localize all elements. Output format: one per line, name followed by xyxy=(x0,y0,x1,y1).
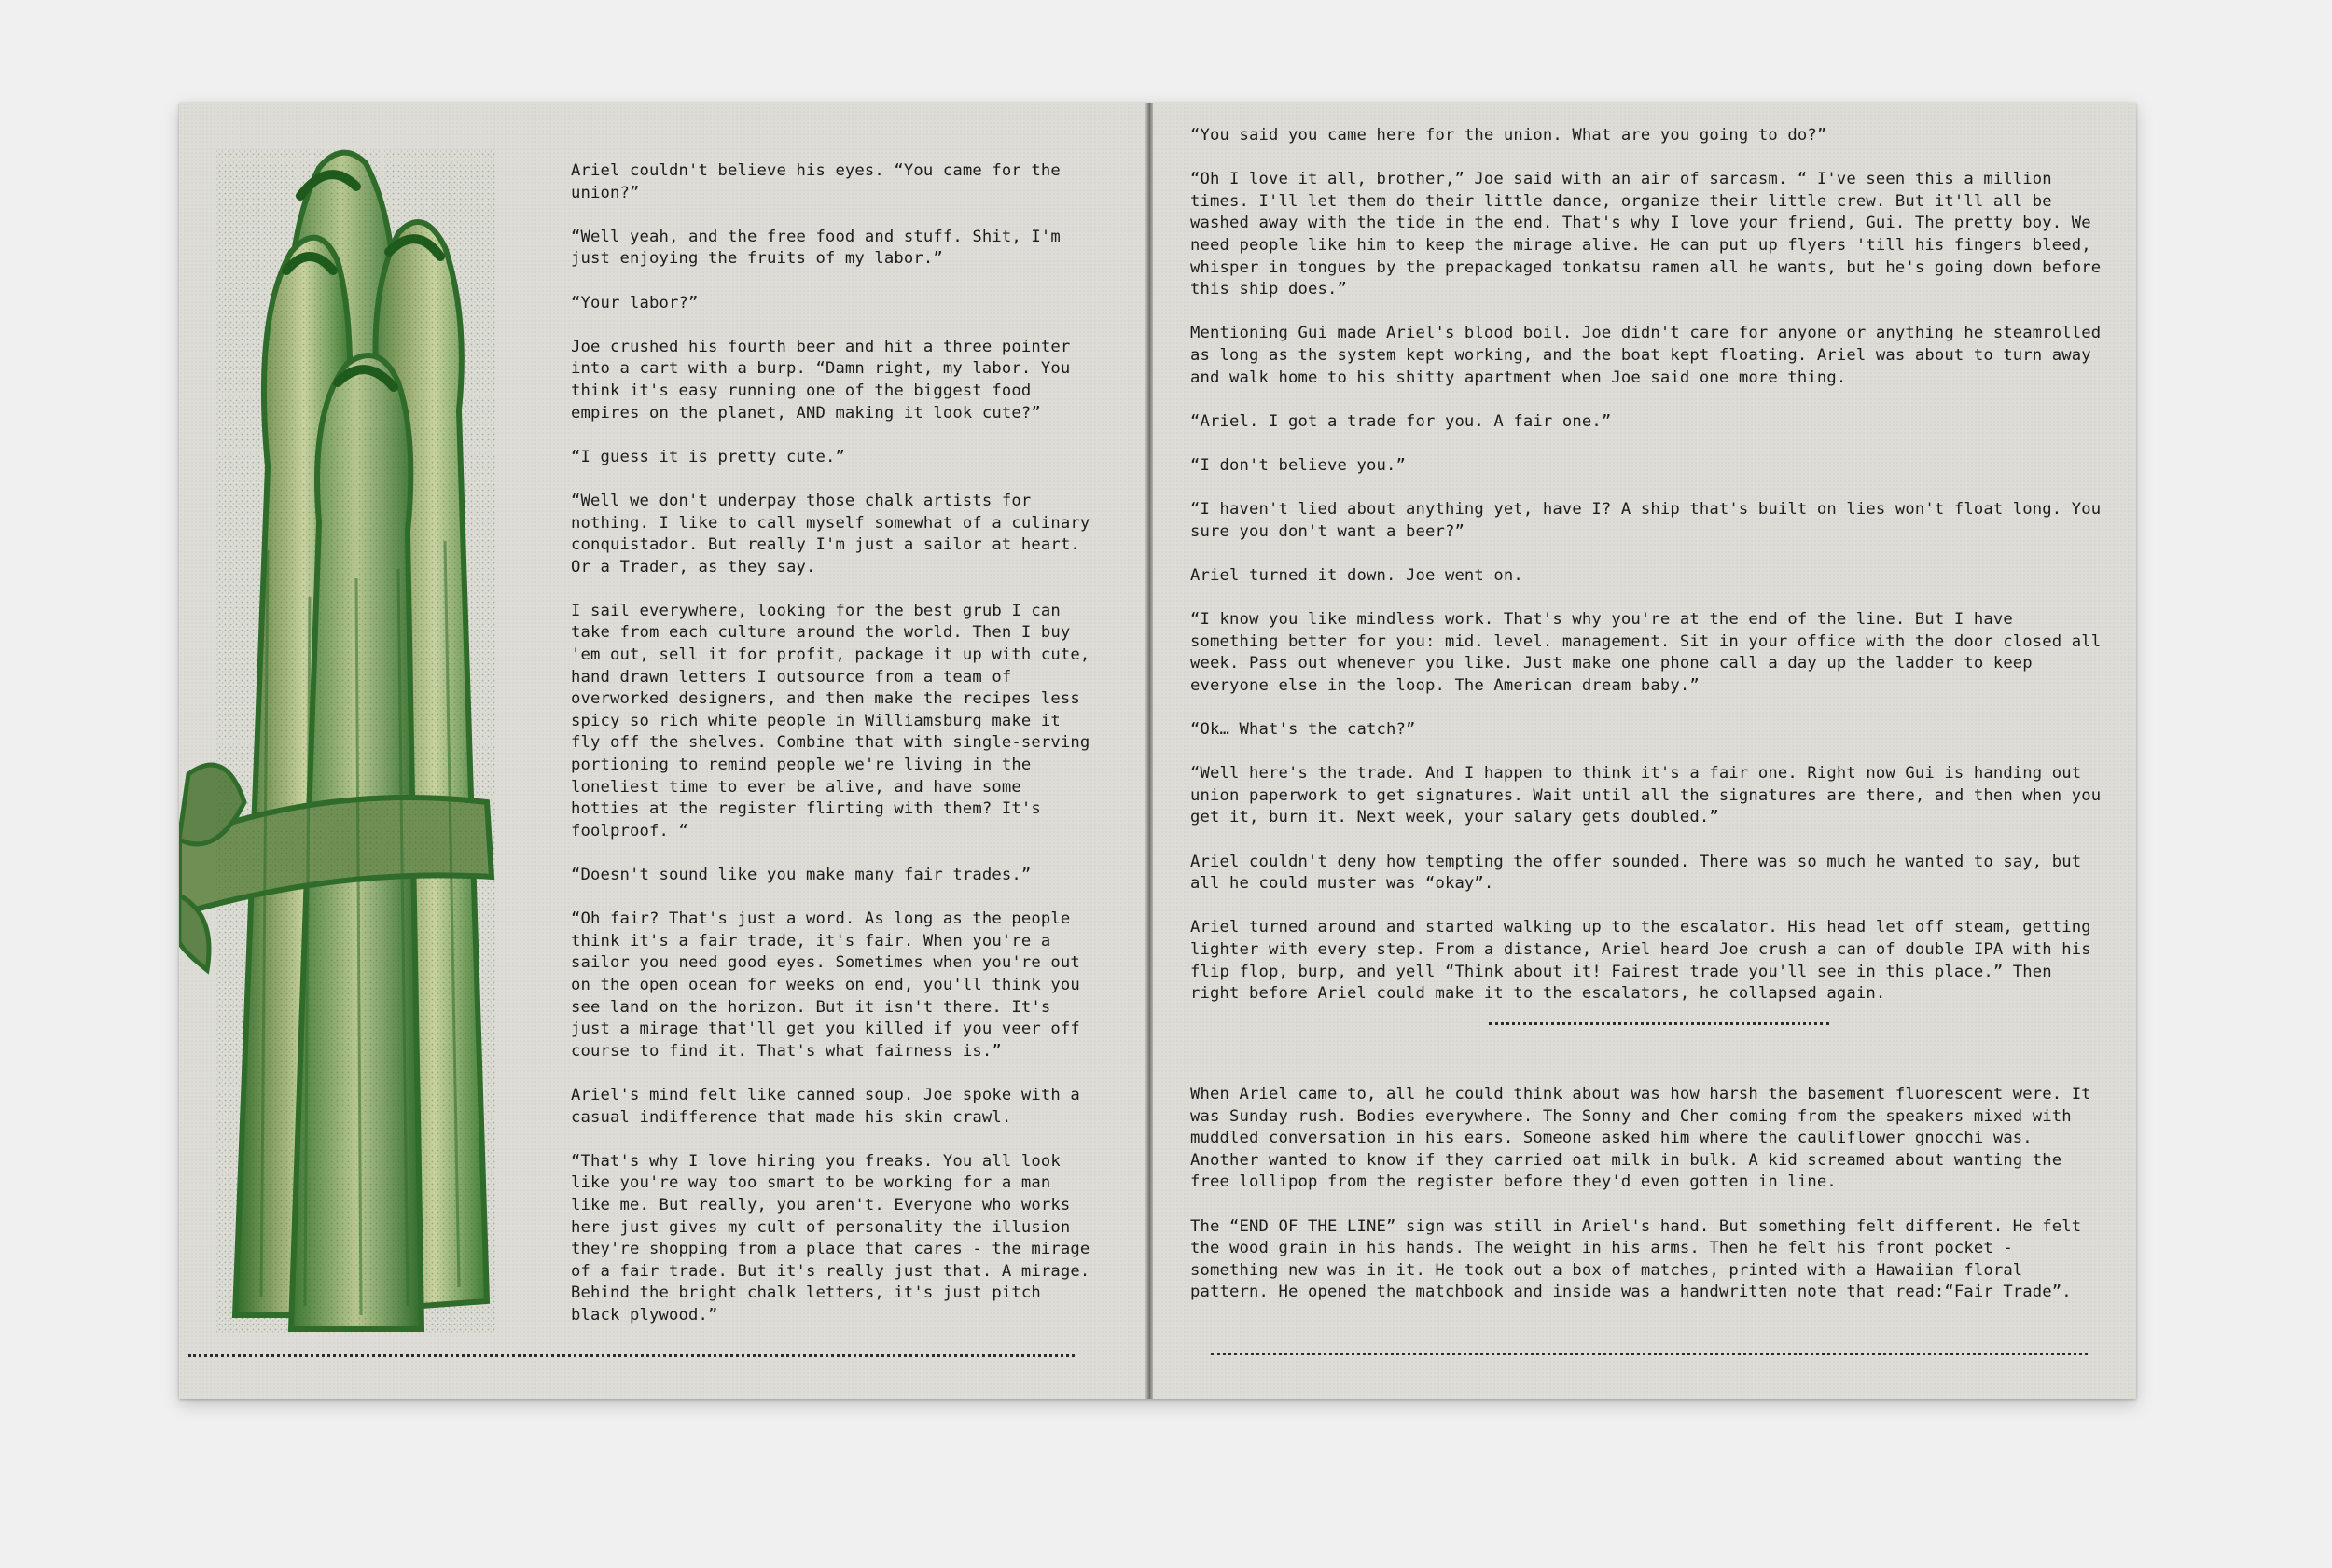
paragraph: “Oh fair? That's just a word. As long as the people think it's a fair trade, it's fair. When you're a sailor you need good eyes. Sometimes when you're out on the open ocean for weeks on end, you'll think you see land on the horizon. But it isn't there. It's just a mirage that'll get you killed if you veer off course to find it. That's what fairness is.” xyxy=(571,909,1080,1061)
left-page xyxy=(179,103,1149,1399)
paragraph: Mentioning Gui made Ariel's blood boil. Joe didn't care for anyone or anything he steamrolled as long as the system kept working, and the boat kept floating. Ariel was about to turn away and walk home to his shitty apartment when Joe said one more thing. xyxy=(1190,324,2102,387)
left-text-column xyxy=(571,160,1093,1349)
paragraph: Ariel couldn't believe his eyes. “You came for the union?” xyxy=(571,161,1061,202)
paragraph: “Well here's the trade. And I happen to think it's a fair one. Right now Gui is handing out union paperwork to get signatures. Wait until all the signatures are there, and then when you get it, burn it. Next week, your salary gets doubled.” xyxy=(1190,764,2102,827)
right-text-column-bottom xyxy=(1190,1084,2104,1326)
paragraph: “I guess it is pretty cute.” xyxy=(571,447,845,466)
paragraph: Ariel turned it down. Joe went on. xyxy=(1190,565,1523,585)
paragraph: I sail everywhere, looking for the best grub I can take from each culture around the world. Then I buy 'em out, sell it for profit, package it up with cute, hand drawn letters I outsource from a team of overworked designers, and then make the recipes less spicy so rich white people in Williamsburg make it fly off the shelves. Combine that with single-serving portioning to remind people we're living in the loneliest time to ever be alive, and have some hotties at the register flirting with them? It's foolproof. “ xyxy=(571,601,1090,840)
paragraph: “I haven't lied about anything yet, have I? A ship that's built on lies won't float long. You sure you don't want a beer?” xyxy=(1190,500,2102,541)
paragraph: The “END OF THE LINE” sign was still in Ariel's hand. But something felt different. He felt the wood grain in his hands. The weight in his arms. Then he felt his front pocket - something new was in it. He took out a box of matches, printed with a Hawaiian floral pattern. He opened the matchbook and inside was a handwritten note that read:“Fair Trade”. xyxy=(1190,1216,2082,1302)
paragraph: Ariel turned around and started walking up to the escalator. His head let off steam, getting lighter with every step. From a distance, Ariel heard Joe crush a can of double IPA with his flip flop, burp, and yell “Think about it! Fairest trade you'll see in this place.” Then right before Ariel could make it to the escalators, he collapsed again. xyxy=(1190,918,2091,1004)
right-page xyxy=(1153,103,2136,1399)
right-text-column-top xyxy=(1190,125,2104,1027)
paragraph: “That's why I love hiring you freaks. You all look like you're way too smart to be working for a man like me. But really, you aren't. Everyone who works here just gives my cult of personality the illusion they're shopping from a place that cares - the mirage of a fair trade. But it's really just that. A mirage. Behind the bright chalk letters, it's just pitch black plywood.” xyxy=(571,1151,1090,1325)
paragraph: “I don't believe you.” xyxy=(1190,455,1406,475)
paragraph: “Well we don't underpay those chalk artists for nothing. I like to call myself somewhat of a culinary conquistador. But really I'm just a sailor at heart. Or a Trader, as they say. xyxy=(571,491,1090,576)
section-break-dotted-rule xyxy=(1489,1022,1829,1025)
paragraph: “I know you like mindless work. That's why you're at the end of the line. But I have something better for you: mid. level. management. Sit in your office with the door closed all week. Pass out whenever you like. Just make one phone call a day up the ladder to keep everyone else in the loop. The American dream baby.” xyxy=(1190,610,2102,695)
paragraph: “Well yeah, and the free food and stuff. Shit, I'm just enjoying the fruits of my labor.” xyxy=(571,227,1061,269)
paragraph: “Doesn't sound like you make many fair trades.” xyxy=(571,866,1032,884)
zine-spread xyxy=(179,103,2136,1399)
paragraph: When Ariel came to, all he could think about was how harsh the basement fluorescent were. It was Sunday rush. Bodies everywhere. The Sonny and Cher coming from the speakers mixed with muddled conversation in his ears. Someone asked him where the cauliflower gnocchi was. Another wanted to know if they carried oat milk in bulk. A kid screamed about wanting the free lollipop from the register before they'd even gotten in line. xyxy=(1190,1085,2091,1192)
paragraph: Joe crushed his fourth beer and hit a three pointer into a cart with a burp. “Damn right, my labor. You think it's easy running one of the biggest food empires on the planet, AND making it look cute?” xyxy=(571,337,1071,423)
paragraph: “Ariel. I got a trade for you. A fair one.” xyxy=(1190,411,1612,431)
paragraph: “Your labor?” xyxy=(571,293,699,312)
asparagus-bundle-illustration xyxy=(179,131,515,1343)
paragraph: “Oh I love it all, brother,” Joe said with an air of sarcasm. “ I've seen this a million times. I'll let them do their little dance, organize their little crew. But it'll all be washed away with the tide in the end. That's why I love your friend, Gui. The pretty boy. We need people like him to keep the mirage alive. He can put up flyers 'till his fingers bleed, whisper in tongues by the prepackaged tonkatsu ramen all he wants, but he's going down before this ship does.” xyxy=(1190,170,2102,299)
paragraph: “Ok… What's the catch?” xyxy=(1190,720,1416,740)
paragraph: Ariel's mind felt like canned soup. Joe spoke with a casual indifference that made his skin crawl. xyxy=(571,1085,1080,1127)
left-footer-dotted-rule xyxy=(188,1354,1075,1357)
right-footer-dotted-rule xyxy=(1211,1353,2088,1355)
paragraph: Ariel couldn't deny how tempting the offer sounded. There was so much he wanted to say, but all he could muster was “okay”. xyxy=(1190,852,2082,894)
paragraph: “You said you came here for the union. What are you going to do?” xyxy=(1190,126,1827,145)
